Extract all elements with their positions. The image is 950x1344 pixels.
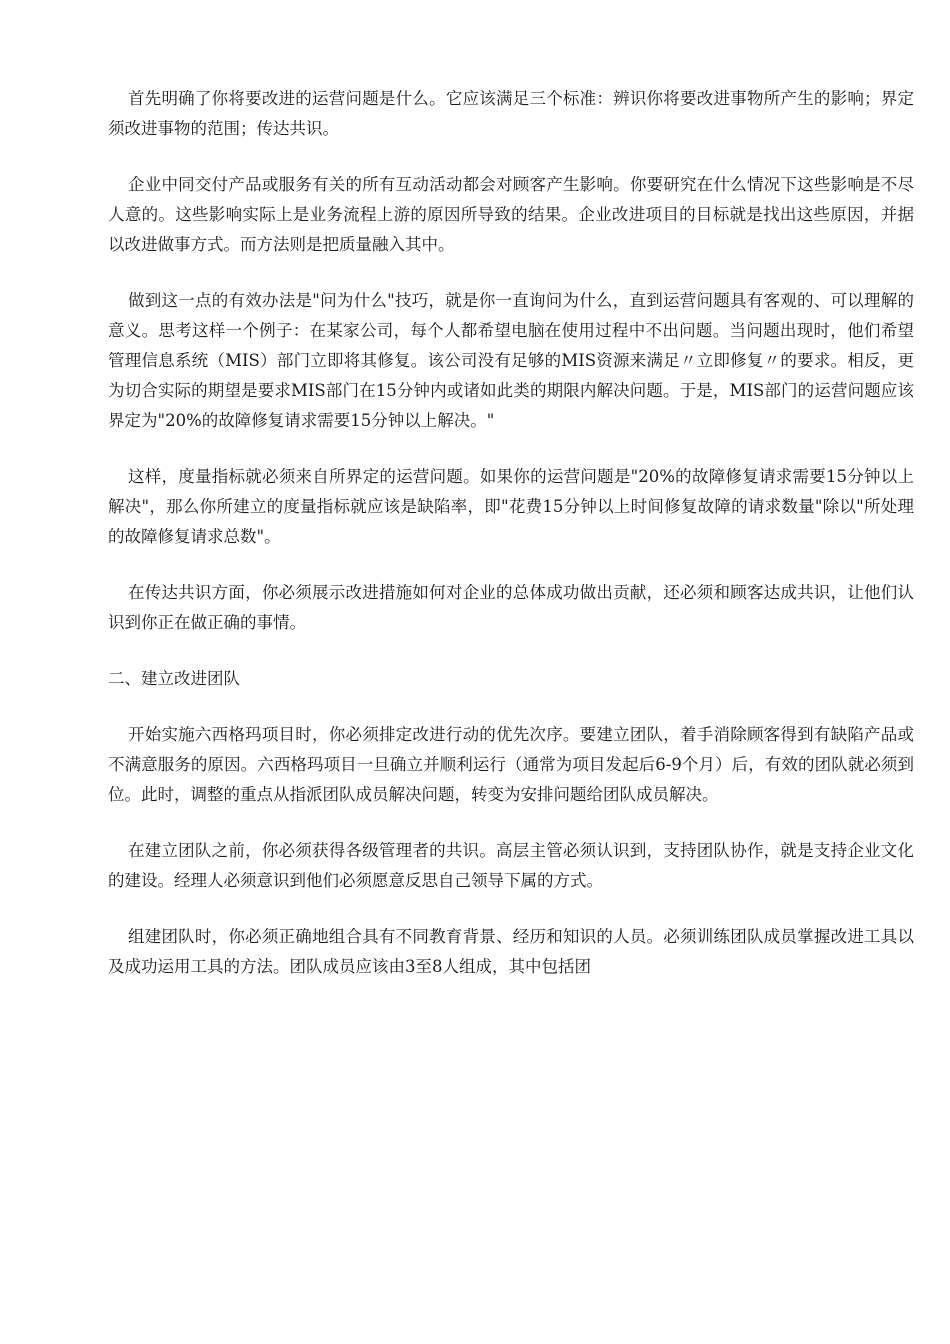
document-body [108, 84, 914, 1008]
section-heading: 二、建立改进团队 [108, 669, 240, 688]
paragraph-ask-why-technique: 做到这一点的有效办法是"问为什么"技巧，就是你一直询问为什么，直到运营问题具有客观的、可以理解的意义。思考这样一个例子：在某家公司，每个人都希望电脑在使用过程中不出问题。当问题出现时，他们希望管理信息系统（MIS）部门立即将其修复。该公司没有足够的MIS资源来满足〃立即修复〃的要求。相反，更为切合实际的期望是要求MIS部门在15分钟内或诸如此类的期限内解决问题。于是，MIS部门的运营问题应该界定为"20%的故障修复请求需要15分钟以上解决。" [108, 291, 914, 430]
paragraph-customer-impact: 企业中同交付产品或服务有关的所有互动活动都会对顾客产生影响。你要研究在什么情况下这些影响是不尽人意的。这些影响实际上是业务流程上游的原因所导致的结果。企业改进项目的目标就是找出这些原因，并据以改进做事方式。而方法则是把质量融入其中。 [108, 175, 914, 254]
paragraph-team-composition: 组建团队时，你必须正确地组合具有不同教育背景、经历和知识的人员。必须训练团队成员掌握改进工具以及成功运用工具的方法。团队成员应该由3至8人组成，其中包括团 [108, 927, 914, 976]
paragraph-consensus: 在传达共识方面，你必须展示改进措施如何对企业的总体成功做出贡献，还必须和顾客达成共识，让他们认识到你正在做正确的事情。 [108, 583, 914, 632]
paragraph-problem-definition: 首先明确了你将要改进的运营问题是什么。它应该满足三个标准：辨识你将要改进事物所产生的影响；界定须改进事物的范围；传达共识。 [108, 89, 914, 138]
paragraph-management-consensus: 在建立团队之前，你必须获得各级管理者的共识。高层主管必须认识到，支持团队协作，就是支持企业文化的建设。经理人必须意识到他们必须愿意反思自己领导下属的方式。 [108, 841, 914, 890]
paragraph-metrics: 这样，度量指标就必须来自所界定的运营问题。如果你的运营问题是"20%的故障修复请求需要15分钟以上解决"，那么你所建立的度量指标就应该是缺陷率，即"花费15分钟以上时间修复故障的请求数量"除以"所处理的故障修复请求总数"。 [108, 467, 914, 546]
paragraph-team-priority: 开始实施六西格玛项目时，你必须排定改进行动的优先次序。要建立团队，着手消除顾客得到有缺陷产品或不满意服务的原因。六西格玛项目一旦确立并顺利运行（通常为项目发起后6-9个月）后，有效的团队就必须到位。此时，调整的重点从指派团队成员解决问题，转变为安排问题给团队成员解决。 [108, 725, 914, 804]
